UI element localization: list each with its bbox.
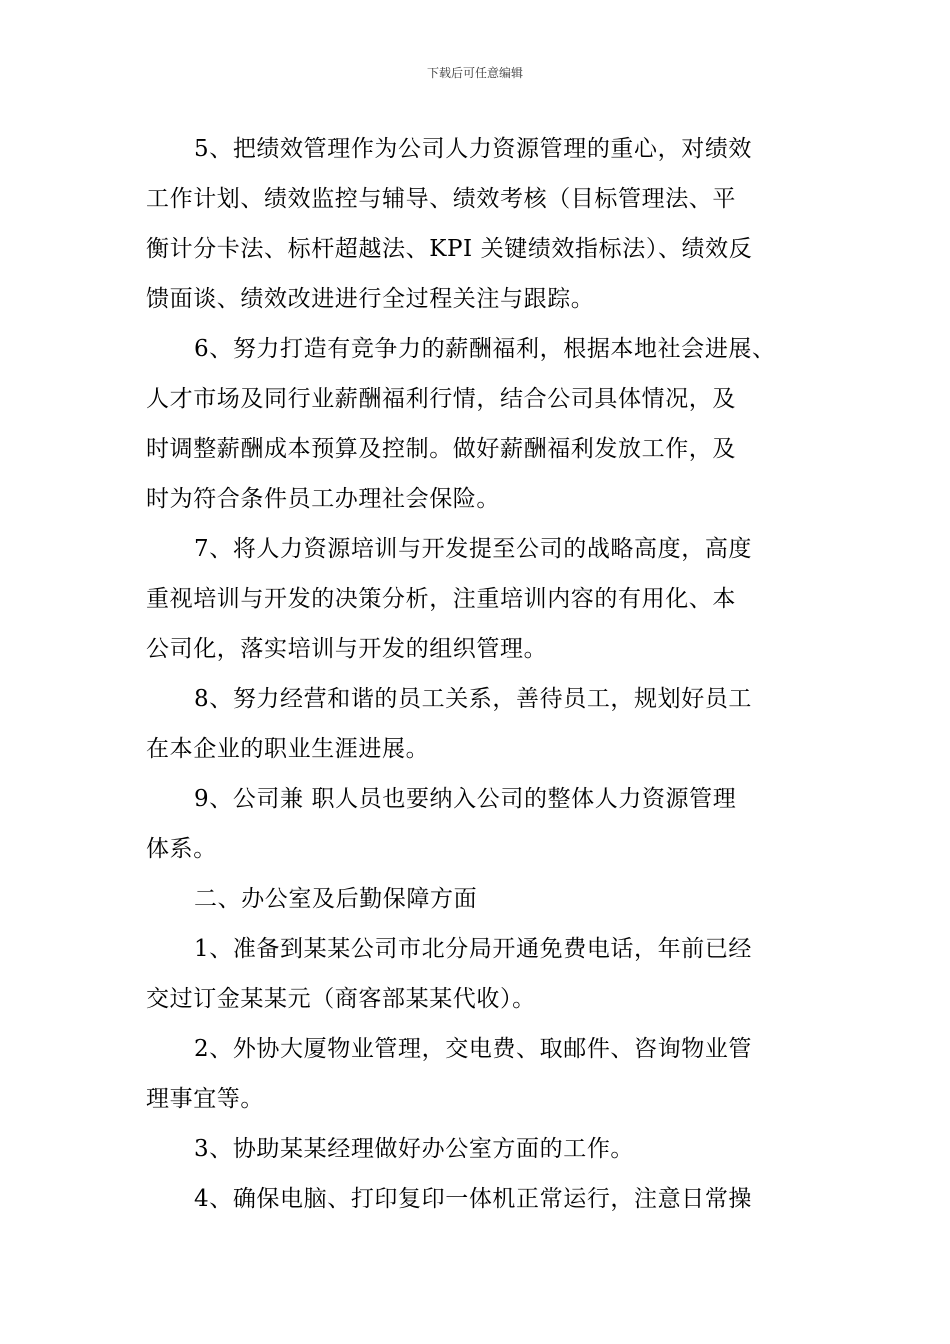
text-line: 馈面谈、绩效改进进行全过程关注与跟踪。	[146, 286, 595, 312]
text-line: 6、努力打造有竞争力的薪酬福利，根据本地社会进展、	[194, 336, 776, 362]
text-line: 交过订金某某元（商客部某某代收）。	[146, 986, 536, 1012]
document-body	[146, 124, 816, 1224]
text-line: 重视培训与开发的决策分析，注重培训内容的有用化、本	[146, 586, 736, 612]
text-line: 1、准备到某某公司市北分局开通免费电话，年前已经	[194, 936, 753, 962]
text-line: 衡计分卡法、标杆超越法、KPI 关键绩效指标法）、绩效反	[146, 236, 753, 262]
text-line: 3、协助某某经理做好办公室方面的工作。	[194, 1136, 635, 1162]
text-line: 7、将人力资源培训与开发提至公司的战略高度，高度	[194, 536, 753, 562]
section-heading: 二、办公室及后勤保障方面	[194, 886, 478, 912]
text-line: 5、把绩效管理作为公司人力资源管理的重心，对绩效	[194, 136, 753, 162]
text-line: 4、确保电脑、打印复印一体机正常运行，注意日常操	[194, 1186, 753, 1212]
text-line: 公司化，落实培训与开发的组织管理。	[146, 636, 548, 662]
text-line: 时为符合条件员工办理社会保险。	[146, 486, 500, 512]
text-line: 体系。	[146, 836, 217, 862]
text-line: 2、外协大厦物业管理，交电费、取邮件、咨询物业管	[194, 1036, 753, 1062]
page-header: 下载后可任意编辑	[426, 66, 523, 80]
text-line: 在本企业的职业生涯进展。	[146, 736, 430, 762]
text-line: 人才市场及同行业薪酬福利行情，结合公司具体情况，及	[146, 386, 736, 412]
text-line: 9、公司兼 职人员也要纳入公司的整体人力资源管理	[194, 786, 737, 812]
text-line: 8、努力经营和谐的员工关系，善待员工，规划好员工	[194, 686, 753, 712]
text-line: 工作计划、绩效监控与辅导、绩效考核（目标管理法、平	[146, 186, 736, 212]
text-line: 理事宜等。	[146, 1086, 264, 1112]
text-line: 时调整薪酬成本预算及控制。做好薪酬福利发放工作，及	[146, 436, 736, 462]
